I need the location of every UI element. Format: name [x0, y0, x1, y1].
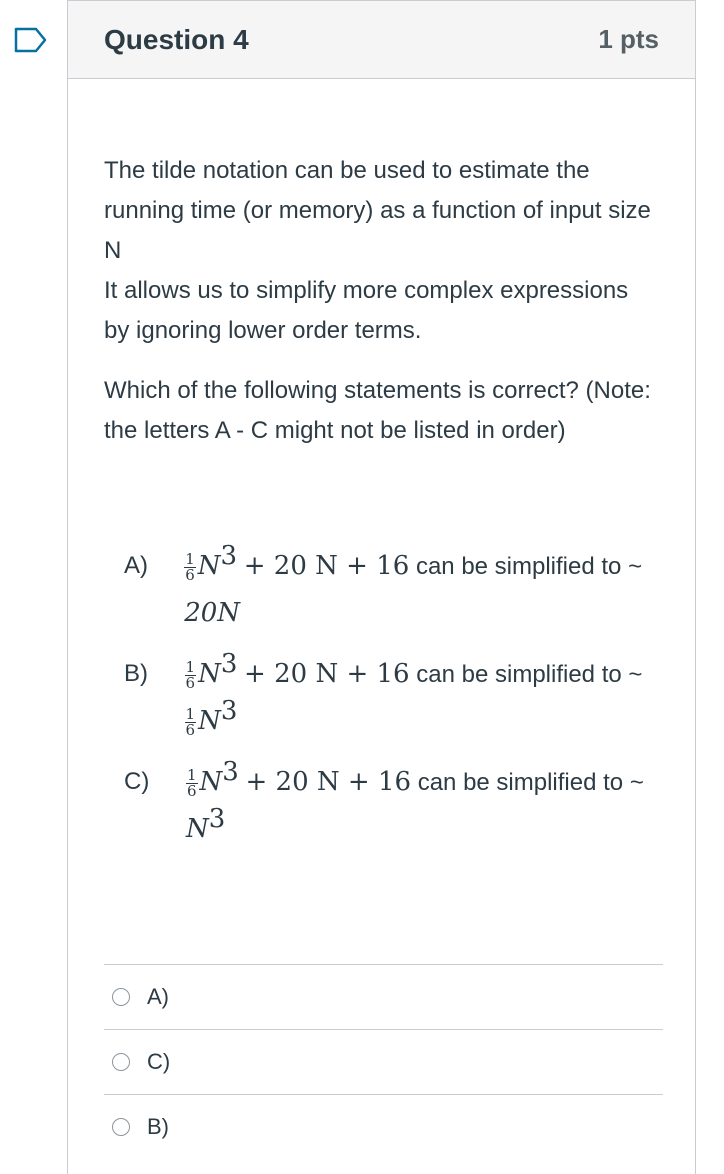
answer-option-c[interactable]	[104, 1029, 663, 1094]
question-points: 1 pts	[598, 24, 659, 54]
question-body	[68, 79, 695, 853]
prompt-text: Which of the following statements is correct? (Note: the letters A - C might not be listed in order)	[104, 377, 651, 444]
statement-b	[124, 651, 659, 745]
statement-text: $\frac{1}{6}$ $N^3 + 20$ N + 16 can be simplified to ~ $N^3$	[185, 757, 644, 844]
fraction: $\frac{1}{6}$	[185, 550, 195, 585]
fraction: $\frac{1}{6}$	[185, 705, 196, 740]
flag-question-icon[interactable]	[14, 27, 48, 53]
answer-option-a[interactable]	[104, 964, 663, 1029]
radio-unchecked-icon[interactable]	[112, 988, 130, 1006]
intro-text-2: It allows us to simplify more complex expressions by ignoring lower order terms.	[104, 277, 629, 344]
answer-label[interactable]: C)	[147, 1049, 171, 1074]
radio-unchecked-icon[interactable]	[112, 1053, 130, 1071]
question-header	[68, 1, 695, 79]
statement-letter: A)	[124, 552, 148, 579]
fraction: $\frac{1}{6}$	[186, 766, 197, 801]
question-title: Question 4	[104, 23, 249, 55]
statement-text: $\frac{1}{6}$ $N^3 + 20$ N + 16 can be simplified to ~ $\frac{1}{6}$ $N^3$	[185, 649, 643, 740]
answer-option-b[interactable]	[104, 1094, 663, 1159]
statement-a	[124, 543, 659, 637]
statement-text: $\frac{1}{6}$ $N^3 + 20$ N + 16 can be simplified to ~ 20N	[184, 541, 643, 628]
answer-list	[104, 964, 663, 1159]
answer-label[interactable]: B)	[147, 1114, 169, 1139]
statement-letter: C)	[124, 768, 150, 795]
statement-c	[124, 759, 659, 853]
fraction: $\frac{1}{6}$	[185, 658, 196, 693]
statement-letter: B)	[124, 660, 148, 687]
intro-text-1: The tilde notation can be used to estimate the running time (or memory) as a function of input size N	[104, 157, 651, 264]
question-card	[67, 0, 696, 1174]
answer-label[interactable]: A)	[147, 984, 169, 1009]
statement-list	[104, 543, 659, 853]
radio-unchecked-icon[interactable]	[112, 1118, 130, 1136]
